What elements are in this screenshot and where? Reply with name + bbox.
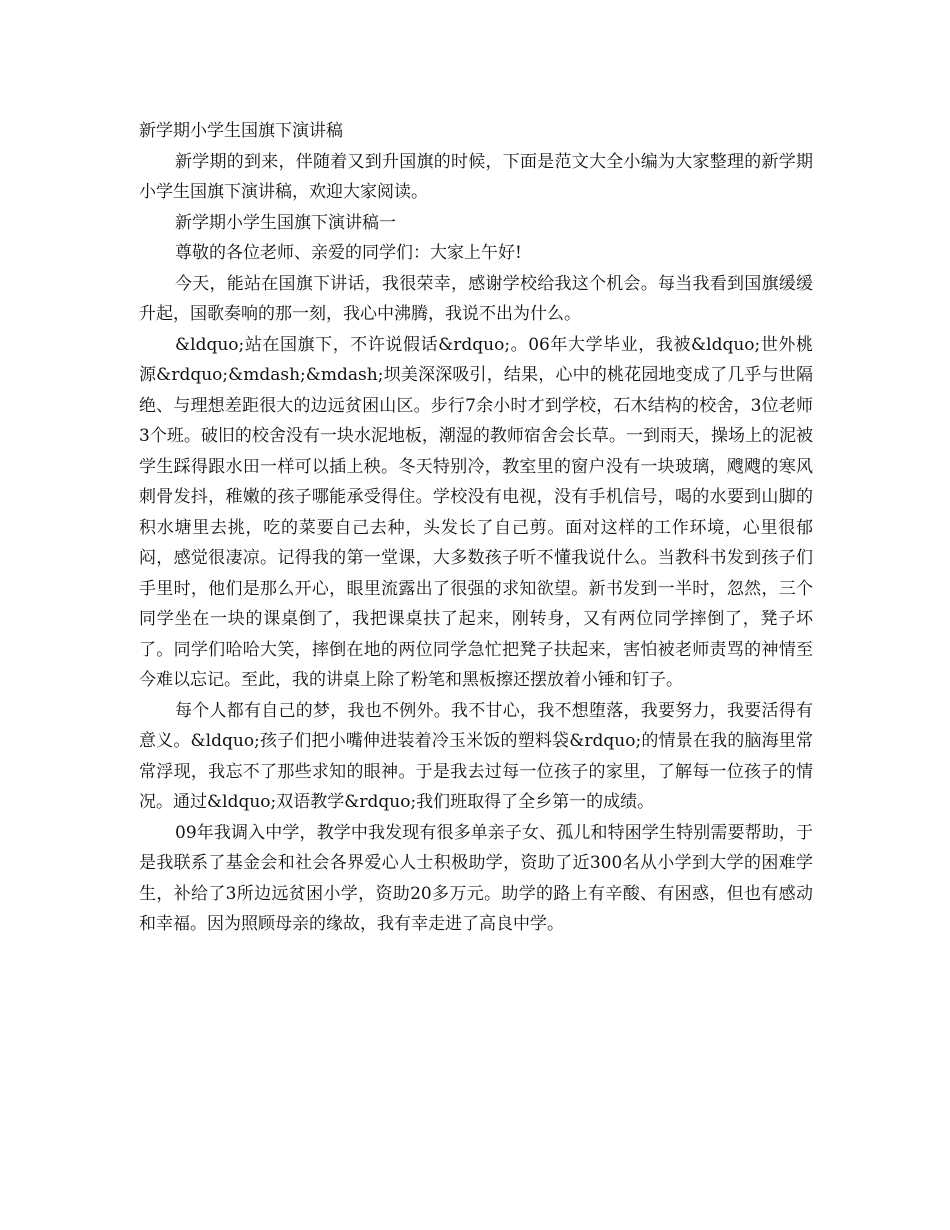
intro-paragraph: 新学期的到来，伴随着又到升国旗的时候，下面是范文大全小编为大家整理的新学期小学生国旗下演讲稿，欢迎大家阅读。 [139, 151, 813, 202]
body-paragraph: 今天，能站在国旗下讲话，我很荣幸，感谢学校给我这个机会。每当我看到国旗缓缓升起，国歌奏响的那一刻，我心中沸腾，我说不出为什么。 [139, 273, 813, 324]
body-paragraph: 09年我调入中学，教学中我发现有很多单亲子女、孤儿和特困学生特别需要帮助，于是我联系了基金会和社会各界爱心人士积极助学，资助了近300名从小学到大学的困难学生，补给了3所边远贫困小学，资助20多万元。助学的路上有辛酸、有困惑，但也有感动和幸福。因为照顾母亲的缘故，我有幸走进了高良中学。 [139, 822, 813, 934]
document-body [139, 116, 813, 940]
body-paragraph: &ldquo;站在国旗下，不许说假话&rdquo;。06年大学毕业，我被&ldquo;世外桃源&rdquo;&mdash;&mdash;坝美深深吸引，结果，心中的桃花园地变成了几乎与世隔绝、与理想差距很大的边远贫困山区。步行7余小时才到学校，石木结构的校舍，3位老师3个班。破旧的校舍没有一块水泥地板，潮湿的教师宿舍会长草。一到雨天，操场上的泥被学生踩得跟水田一样可以插上秧。冬天特别冷，教室里的窗户没有一块玻璃，飕飕的寒风刺骨发抖，稚嫩的孩子哪能承受得住。学校没有电视，没有手机信号，喝的水要到山脚的积水塘里去挑，吃的菜要自己去种，头发长了自己剪。面对这样的工作环境，心里很郁闷，感觉很凄凉。记得我的第一堂课，大多数孩子听不懂我说什么。当教科书发到孩子们手里时，他们是那么开心，眼里流露出了很强的求知欲望。新书发到一半时，忽然，三个同学坐在一块的课桌倒了，我把课桌扶了起来，刚转身，又有两位同学摔倒了，凳子坏了。同学们哈哈大笑，摔倒在地的两位同学急忙把凳子扶起来，害怕被老师责骂的神情至今难以忘记。至此，我的讲桌上除了粉笔和黑板擦还摆放着小锤和钉子。 [139, 334, 813, 690]
greeting-paragraph: 尊敬的各位老师、亲爱的同学们：大家上午好! [175, 243, 522, 263]
document-title: 新学期小学生国旗下演讲稿 [139, 121, 343, 141]
body-paragraph: 每个人都有自己的梦，我也不例外。我不甘心，我不想堕落，我要努力，我要活得有意义。&ldquo;孩子们把小嘴伸进装着冷玉米饭的塑料袋&rdquo;的情景在我的脑海里常常浮现，我忘不了那些求知的眼神。于是我去过每一位孩子的家里，了解每一位孩子的情况。通过&ldquo;双语教学&rdquo;我们班取得了全乡第一的成绩。 [139, 700, 813, 812]
section-heading: 新学期小学生国旗下演讲稿一 [175, 212, 396, 233]
